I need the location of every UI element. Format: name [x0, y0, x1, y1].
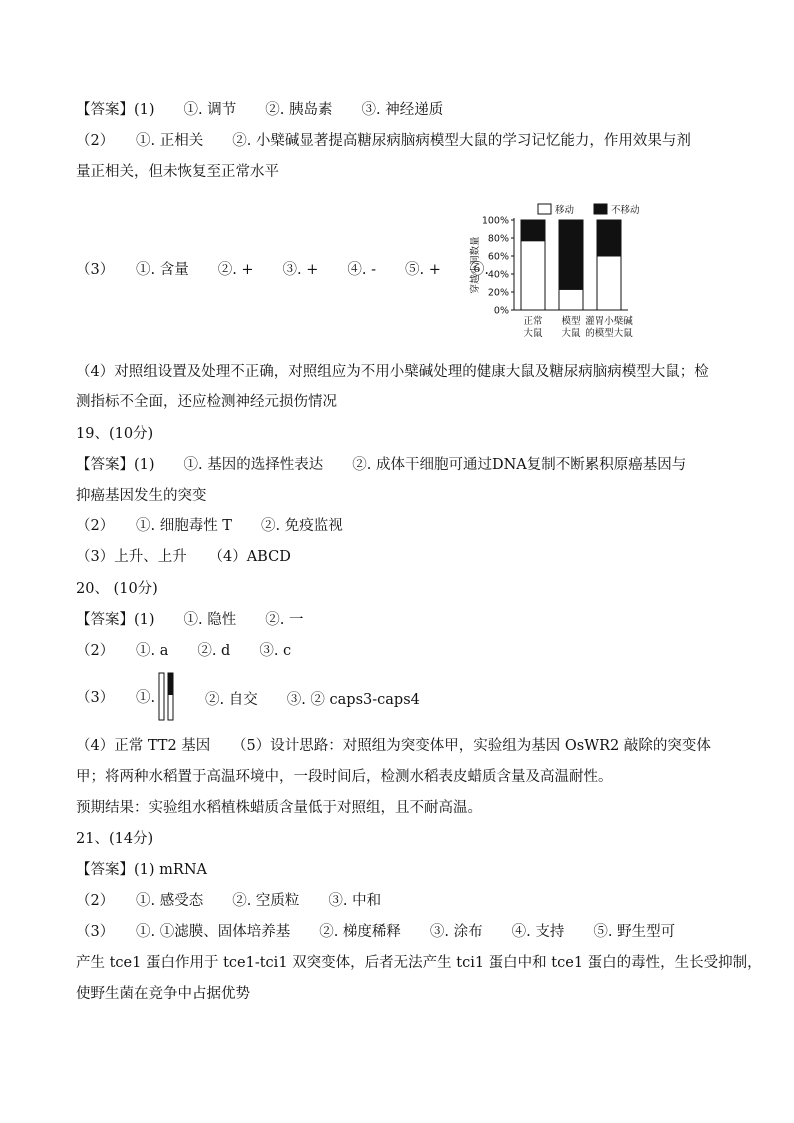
q19-answer-line2: 抑癌基因发生的突变: [76, 488, 207, 504]
q21-answer-line2: （2） ①. 感受态 ②. 空质粒 ③. 中和: [76, 893, 382, 909]
y-tick-label: 0%: [493, 305, 509, 317]
q19-header: 19、(10分): [76, 426, 154, 442]
y-tick-label: 100%: [481, 215, 509, 227]
q18-answer-line3: 量正相关，但未恢复至正常水平: [76, 164, 279, 180]
y-tick-label: 40%: [487, 269, 509, 281]
y-tick-label: 60%: [487, 251, 509, 263]
movement-chart: [468, 200, 658, 350]
q20-answer-line3b: ②. 自交 ③. ② caps3-caps4: [205, 692, 420, 708]
bar-moving: [597, 256, 621, 310]
y-axis-label: 穿越小洞数量: [470, 236, 481, 294]
chromosome-pair-icon: [157, 672, 177, 722]
q20-answer-line3a: （3） ①.: [76, 690, 156, 706]
q21-answer-line3: （3） ①. ①滤膜、固体培养基 ②. 梯度稀释 ③. 涂布 ④. 支持 ⑤. 野生型可: [76, 924, 676, 940]
q18-answer-line5: （4）对照组设置及处理不正确，对照组应为不用小檗碱处理的健康大鼠及糖尿病脑病模型大鼠；检: [76, 364, 709, 380]
q19-answer-line3: （2） ①. 细胞毒性 T ②. 免疫监视: [76, 518, 343, 534]
q21-answer-line4: 产生 tce1 蛋白作用于 tce1-tci1 双突变体，后者无法产生 tci1 蛋白中和 tce1 蛋白的毒性，生长受抑制，: [76, 955, 762, 971]
q21-answer-line5: 使野生菌在竞争中占据优势: [76, 986, 250, 1002]
x-tick-label-line1: 正常: [523, 316, 543, 327]
bar-not-moving: [559, 220, 583, 289]
legend-swatch: [594, 204, 607, 214]
q19-answer-line4: （3）上升、上升 （4）ABCD: [76, 549, 291, 565]
q20-answer-line2: （2） ①. a ②. d ③. c: [76, 643, 292, 659]
bar-not-moving: [521, 220, 545, 241]
x-tick-label-line2: 的模型大鼠: [585, 328, 633, 339]
q20-answer-line6: 预期结果：实验组水稻植株蜡质含量低于对照组，且不耐高温。: [76, 800, 482, 816]
q18-answer-line4: （3） ①. 含量 ②. + ③. + ④. - ⑤. + ⑥.: [76, 262, 490, 278]
legend-label: 移动: [555, 205, 575, 216]
q20-answer-line4: （4）正常 TT2 基因 （5）设计思路：对照组为突变体甲，实验组为基因 OsWR2 敲除的突变体: [76, 738, 711, 754]
y-tick-label: 80%: [487, 233, 509, 245]
q21-header: 21、(14分): [76, 831, 154, 847]
x-tick-label-line2: 大鼠: [561, 328, 581, 339]
bar-not-moving: [597, 220, 621, 256]
y-tick-label: 20%: [487, 287, 509, 299]
q18-answer-line2: （2） ①. 正相关 ②. 小檗碱显著提高糖尿病脑病模型大鼠的学习记忆能力，作用效果与剂: [76, 133, 691, 149]
x-tick-label-line2: 大鼠: [523, 328, 543, 339]
x-tick-label-line1: 模型: [561, 316, 581, 327]
legend-label: 不移动: [611, 205, 640, 216]
q20-answer-line5: 甲；将两种水稻置于高温环境中，一段时间后，检测水稻表皮蜡质含量及高温耐性。: [76, 769, 613, 785]
x-tick-label-line1: 灌胃小檗碱: [585, 316, 633, 327]
chart-svg: [468, 200, 658, 350]
q19-answer-line1: 【答案】(1) ①. 基因的选择性表达 ②. 成体干细胞可通过DNA复制不断累积原癌基因与: [76, 457, 687, 473]
q20-answer-line1: 【答案】(1) ①. 隐性 ②. 一: [76, 612, 304, 628]
bar-moving: [559, 289, 583, 310]
bar-moving: [521, 241, 545, 310]
q18-answer-line6: 测指标不全面，还应检测神经元损伤情况: [76, 394, 337, 410]
q20-header: 20、 (10分): [76, 581, 158, 597]
q21-answer-line1: 【答案】(1) mRNA: [76, 862, 207, 878]
legend-swatch: [538, 204, 551, 214]
q18-answer-line1: 【答案】(1) ①. 调节 ②. 胰岛素 ③. 神经递质: [76, 102, 444, 118]
